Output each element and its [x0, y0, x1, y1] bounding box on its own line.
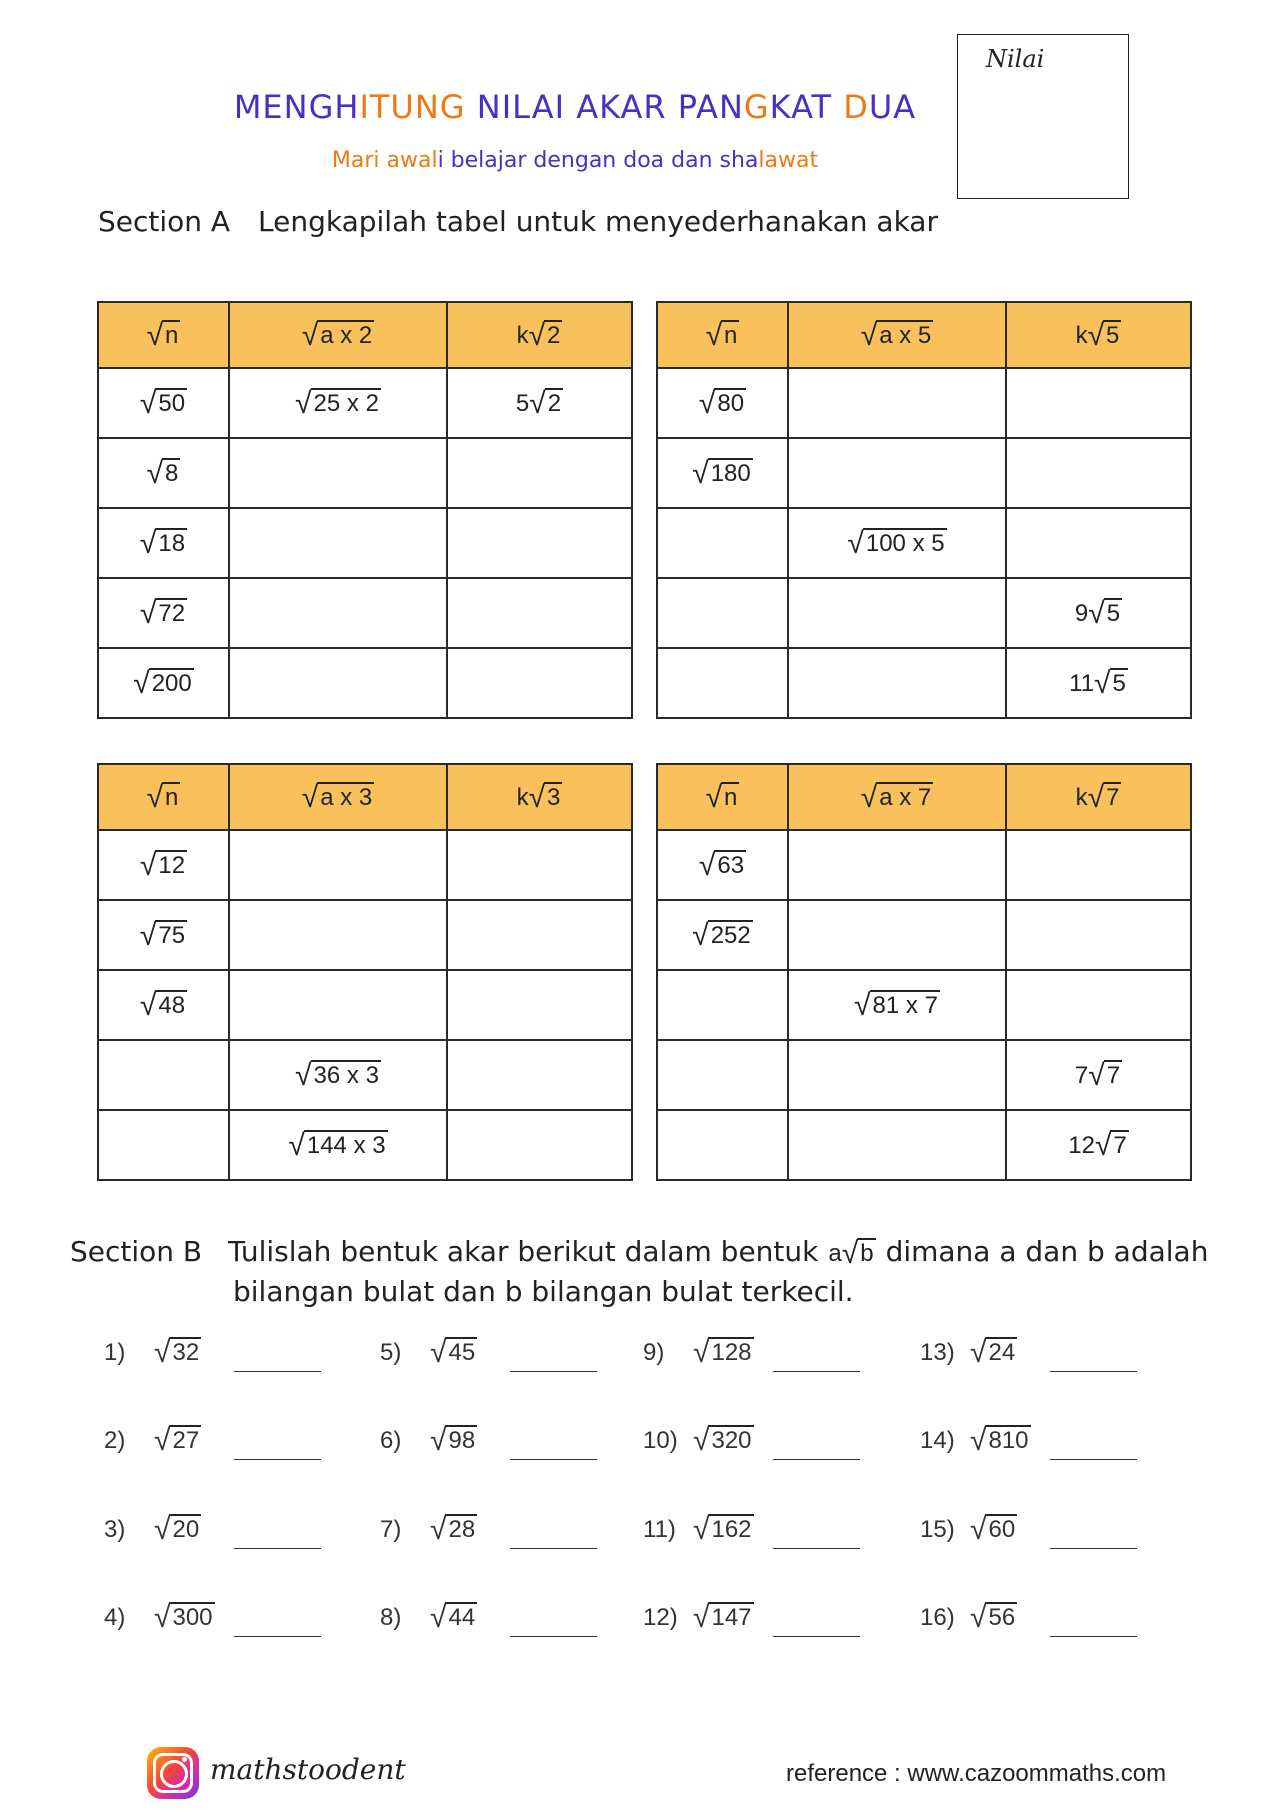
table-row: [657, 1110, 1191, 1180]
table-row: [657, 368, 1191, 438]
radical-expression: k √ 7: [1075, 781, 1120, 814]
radical-expression: √ 100 x 5: [847, 526, 945, 560]
title-part: D: [843, 88, 869, 126]
radical-expression: √ 80: [698, 386, 745, 420]
problem-number: 3): [104, 1516, 126, 1543]
problem-item: [643, 1337, 913, 1387]
problem-number: 10): [643, 1427, 678, 1454]
answer-cell[interactable]: [447, 970, 632, 1040]
table-cell: [657, 900, 788, 970]
problem-number: 1): [104, 1339, 126, 1366]
table-cell: [229, 1040, 447, 1110]
problem-number: 13): [920, 1339, 955, 1366]
answer-cell[interactable]: [657, 970, 788, 1040]
radical-expression: √ 200: [133, 666, 192, 700]
problem-item: [104, 1602, 374, 1652]
radical-expression: √ 28: [430, 1513, 476, 1546]
column-header: [229, 764, 447, 830]
answer-cell[interactable]: [788, 578, 1006, 648]
answer-cell[interactable]: [788, 1110, 1006, 1180]
radical-expression: √ 60: [970, 1513, 1016, 1546]
table-cell: [657, 438, 788, 508]
table-cell: [657, 830, 788, 900]
answer-blank[interactable]: [510, 1636, 597, 1637]
table-header-row: [657, 302, 1191, 368]
radical-expression: √ 75: [139, 918, 186, 952]
answer-cell[interactable]: [657, 508, 788, 578]
title-part: KAT: [769, 88, 844, 126]
answer-blank[interactable]: [1050, 1459, 1137, 1460]
radical-expression: √ 50: [139, 386, 186, 420]
radical-expression: √ 128: [693, 1336, 752, 1369]
radical-expression: 7 √ 7: [1074, 1059, 1121, 1092]
section-b-instruction-line1: Tulislah bentuk akar berikut dalam bentuk a √ b dimana a dan b adalah: [228, 1235, 1209, 1270]
table-row: [98, 508, 632, 578]
radical-expression: √ 8: [146, 456, 179, 490]
answer-cell[interactable]: [229, 508, 447, 578]
answer-blank[interactable]: [234, 1371, 321, 1372]
problem-number: 7): [380, 1516, 402, 1543]
radical-expression: √ 36 x 3: [295, 1058, 379, 1092]
subtitle-part: Mari: [331, 148, 387, 173]
answer-blank[interactable]: [773, 1548, 860, 1549]
column-header: [788, 764, 1006, 830]
title-part: NILAI AKAR PAN: [465, 88, 744, 126]
radical-expression: √ 44: [430, 1601, 476, 1634]
radical-expression: 5 √ 2: [515, 387, 562, 420]
page-subtitle: [0, 148, 1150, 173]
table-row: [657, 830, 1191, 900]
answer-blank[interactable]: [510, 1371, 597, 1372]
column-header: [1006, 302, 1191, 368]
column-header: [447, 764, 632, 830]
problem-item: [920, 1514, 1190, 1564]
radical-expression: √ n: [705, 318, 738, 352]
table-row: [98, 438, 632, 508]
problem-item: [643, 1425, 913, 1475]
section-a-tag: Section A: [98, 205, 231, 238]
radical-expression: √ 20: [154, 1513, 200, 1546]
radical-expression: √ 144 x 3: [288, 1128, 386, 1162]
radical-expression: k √ 5: [1075, 319, 1120, 352]
problem-item: [380, 1602, 650, 1652]
column-header: [788, 302, 1006, 368]
problem-number: 4): [104, 1604, 126, 1631]
form-a-root-b: a √ b: [828, 1237, 874, 1270]
radical-expression: √ 98: [430, 1424, 476, 1457]
table-row: [98, 970, 632, 1040]
radical-expression: √ 810: [970, 1424, 1029, 1457]
answer-cell[interactable]: [1006, 900, 1191, 970]
radical-expression: √ 252: [692, 918, 751, 952]
column-header: [98, 302, 229, 368]
answer-cell[interactable]: [447, 578, 632, 648]
answer-blank[interactable]: [510, 1459, 597, 1460]
answer-cell[interactable]: [229, 438, 447, 508]
radical-expression: √ 147: [693, 1601, 752, 1634]
answer-blank[interactable]: [1050, 1636, 1137, 1637]
problem-number: 6): [380, 1427, 402, 1454]
problem-item: [380, 1425, 650, 1475]
table-row: [657, 648, 1191, 718]
radical-expression: √ a x 7: [860, 780, 932, 814]
problem-item: [643, 1514, 913, 1564]
problem-item: [104, 1425, 374, 1475]
radical-expression: √ 180: [692, 456, 751, 490]
radical-expression: √ 320: [693, 1424, 752, 1457]
problem-number: 12): [643, 1604, 678, 1631]
table-cell: [1006, 648, 1191, 718]
table-row: [98, 830, 632, 900]
table-cell: [1006, 578, 1191, 648]
column-header: [657, 302, 788, 368]
table-cell: [98, 970, 229, 1040]
radical-expression: √ 72: [139, 596, 186, 630]
column-header: [229, 302, 447, 368]
section-b-instruction-line2: bilangan bulat dan b bilangan bulat terkecil.: [233, 1275, 854, 1308]
table-cell: [229, 1110, 447, 1180]
radical-expression: √ n: [146, 318, 179, 352]
answer-cell[interactable]: [98, 1040, 229, 1110]
table-cell: [229, 368, 447, 438]
table-cell: [447, 368, 632, 438]
problem-item: [380, 1337, 650, 1387]
answer-blank[interactable]: [773, 1459, 860, 1460]
surd-table-4: [656, 763, 1192, 1181]
column-header: [447, 302, 632, 368]
problem-number: 15): [920, 1516, 955, 1543]
answer-cell[interactable]: [447, 900, 632, 970]
problem-number: 11): [643, 1516, 676, 1543]
title-part: MENGH: [233, 88, 360, 126]
table-row: [98, 1110, 632, 1180]
radical-expression: √ 63: [698, 848, 745, 882]
answer-blank[interactable]: [773, 1636, 860, 1637]
answer-blank[interactable]: [510, 1548, 597, 1549]
page-title: [0, 88, 1150, 126]
table-cell: [657, 368, 788, 438]
answer-cell[interactable]: [1006, 508, 1191, 578]
answer-cell[interactable]: [229, 578, 447, 648]
table-row: [98, 900, 632, 970]
table-cell: [98, 508, 229, 578]
title-part: G: [743, 88, 770, 126]
table-cell: [98, 578, 229, 648]
answer-cell[interactable]: [788, 1040, 1006, 1110]
column-header: [657, 764, 788, 830]
section-b-tag: Section B: [70, 1235, 203, 1268]
subtitle-part: awal: [386, 148, 438, 173]
problem-number: 16): [920, 1604, 955, 1631]
answer-cell[interactable]: [788, 438, 1006, 508]
table-cell: [98, 830, 229, 900]
surd-table-2: [656, 301, 1192, 719]
table-row: [657, 970, 1191, 1040]
table-header-row: [98, 302, 632, 368]
answer-blank[interactable]: [234, 1636, 321, 1637]
answer-blank[interactable]: [1050, 1548, 1137, 1549]
radical-expression: √ 162: [693, 1513, 752, 1546]
table-row: [98, 648, 632, 718]
table-row: [657, 900, 1191, 970]
column-header: [98, 764, 229, 830]
table-cell: [98, 900, 229, 970]
radical-expression: √ 45: [430, 1336, 476, 1369]
radical-expression: √ 48: [139, 988, 186, 1022]
answer-blank[interactable]: [234, 1548, 321, 1549]
radical-expression: √ 12: [139, 848, 186, 882]
answer-blank[interactable]: [1050, 1371, 1137, 1372]
radical-expression: √ a x 3: [301, 780, 373, 814]
table-cell: [788, 508, 1006, 578]
answer-cell[interactable]: [788, 900, 1006, 970]
answer-cell[interactable]: [657, 578, 788, 648]
radical-expression: 9 √ 5: [1074, 597, 1121, 630]
table-cell: [1006, 1110, 1191, 1180]
answer-cell[interactable]: [1006, 438, 1191, 508]
answer-cell[interactable]: [1006, 368, 1191, 438]
answer-cell[interactable]: [657, 1110, 788, 1180]
answer-cell[interactable]: [447, 1110, 632, 1180]
table-cell: [98, 368, 229, 438]
radical-expression: √ 18: [139, 526, 186, 560]
problem-number: 14): [920, 1427, 955, 1454]
radical-expression: √ 24: [970, 1336, 1016, 1369]
instagram-icon: [147, 1747, 199, 1799]
reference-text: reference : www.cazoommaths.com: [786, 1760, 1167, 1787]
answer-cell[interactable]: [447, 1040, 632, 1110]
answer-cell[interactable]: [788, 830, 1006, 900]
problem-number: 9): [643, 1339, 665, 1366]
radical-expression: k √ 3: [516, 781, 561, 814]
problem-item: [380, 1514, 650, 1564]
subtitle-part: i belajar dengan doa dan sha: [437, 148, 759, 173]
problem-number: 8): [380, 1604, 402, 1631]
answer-cell[interactable]: [229, 900, 447, 970]
table-row: [657, 508, 1191, 578]
table-row: [657, 438, 1191, 508]
table-row: [98, 1040, 632, 1110]
surd-table-1: [97, 301, 633, 719]
radical-expression: √ 25 x 2: [295, 386, 379, 420]
table-cell: [98, 438, 229, 508]
column-header: [1006, 764, 1191, 830]
subtitle-part: lawat: [758, 148, 819, 173]
radical-expression: k √ 2: [516, 319, 561, 352]
table-row: [98, 368, 632, 438]
answer-cell[interactable]: [1006, 830, 1191, 900]
title-part: UA: [868, 88, 917, 126]
title-part: ITUNG: [359, 88, 466, 126]
table-cell: [98, 648, 229, 718]
table-cell: [1006, 1040, 1191, 1110]
problem-number: 5): [380, 1339, 402, 1366]
answer-cell[interactable]: [657, 1040, 788, 1110]
answer-cell[interactable]: [447, 438, 632, 508]
radical-expression: √ 81 x 7: [854, 988, 938, 1022]
table-row: [657, 578, 1191, 648]
instagram-handle: mathstoodent: [210, 1753, 406, 1786]
section-a-heading: [98, 205, 938, 238]
problem-item: [104, 1514, 374, 1564]
answer-cell[interactable]: [229, 970, 447, 1040]
answer-cell[interactable]: [229, 648, 447, 718]
answer-cell[interactable]: [657, 648, 788, 718]
radical-expression: √ n: [705, 780, 738, 814]
answer-blank[interactable]: [234, 1459, 321, 1460]
radical-expression: √ 32: [154, 1336, 200, 1369]
answer-cell[interactable]: [229, 830, 447, 900]
radical-expression: √ a x 2: [301, 318, 373, 352]
problem-item: [920, 1337, 1190, 1387]
radical-expression: √ 27: [154, 1424, 200, 1457]
nilai-label: Nilai: [986, 45, 1045, 73]
section-a-instruction: Lengkapilah tabel untuk menyederhanakan akar: [258, 205, 938, 238]
answer-cell[interactable]: [1006, 970, 1191, 1040]
surd-table-3: [97, 763, 633, 1181]
problem-number: 2): [104, 1427, 126, 1454]
table-header-row: [98, 764, 632, 830]
radical-expression: √ a x 5: [860, 318, 932, 352]
problem-item: [104, 1337, 374, 1387]
answer-cell[interactable]: [98, 1110, 229, 1180]
radical-expression: √ 56: [970, 1601, 1016, 1634]
answer-cell[interactable]: [447, 648, 632, 718]
answer-cell[interactable]: [788, 368, 1006, 438]
answer-cell[interactable]: [447, 508, 632, 578]
table-cell: [788, 970, 1006, 1040]
table-header-row: [657, 764, 1191, 830]
answer-cell[interactable]: [788, 648, 1006, 718]
table-row: [657, 1040, 1191, 1110]
problem-item: [920, 1602, 1190, 1652]
problem-item: [643, 1602, 913, 1652]
radical-expression: √ 300: [154, 1601, 213, 1634]
radical-expression: √ n: [146, 780, 179, 814]
answer-blank[interactable]: [773, 1371, 860, 1372]
problem-item: [920, 1425, 1190, 1475]
radical-expression: 11 √ 5: [1069, 667, 1126, 700]
answer-cell[interactable]: [447, 830, 632, 900]
table-row: [98, 578, 632, 648]
radical-expression: 12 √ 7: [1068, 1129, 1127, 1162]
